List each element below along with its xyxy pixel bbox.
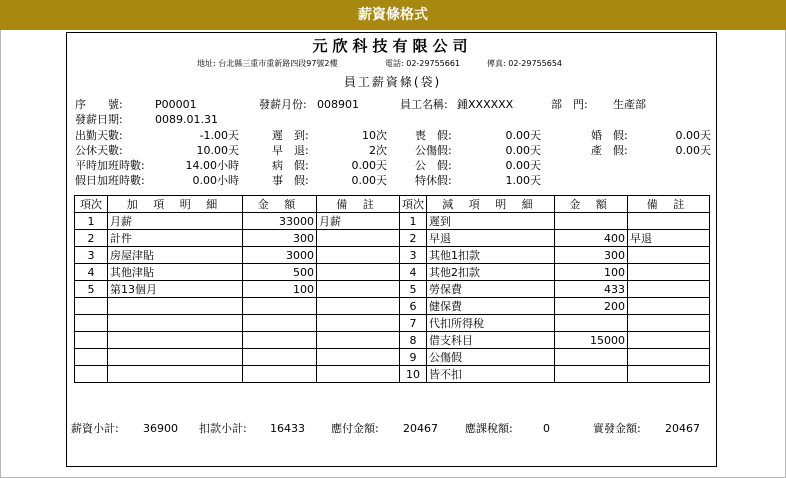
company-phone: 電話: 02-29755661 xyxy=(385,59,461,68)
deduction-amount-cell xyxy=(555,366,628,383)
header-deduction-note: 備 註 xyxy=(628,196,710,213)
deduction-note-cell xyxy=(628,298,710,315)
attendance-label: 出勤天數: xyxy=(75,129,123,142)
deduction-item-cell: 公傷假 xyxy=(427,349,555,366)
addition-note-cell xyxy=(317,247,400,264)
deduction-note-cell xyxy=(628,264,710,281)
table-header-row xyxy=(75,196,710,213)
addition-item-cell xyxy=(108,349,243,366)
pay-date-value: 0089.01.31 xyxy=(155,113,218,126)
header-addition-index: 項次 xyxy=(75,196,108,213)
addition-index-cell xyxy=(75,366,108,383)
early-leave-value: 2次 xyxy=(369,144,387,157)
addition-amount-cell: 500 xyxy=(243,264,317,281)
addition-amount-cell xyxy=(243,298,317,315)
deduction-item-cell: 皆不扣 xyxy=(427,366,555,383)
maternity-leave-label: 產 假: xyxy=(591,144,628,157)
addition-item-cell: 計件 xyxy=(108,230,243,247)
late-label: 遲 到: xyxy=(272,129,309,142)
payable-label: 應付金額: xyxy=(331,422,379,435)
serial-value: P00001 xyxy=(155,98,197,111)
deduction-index-cell: 8 xyxy=(400,332,427,349)
addition-note-cell xyxy=(317,366,400,383)
month-label: 發薪月份: xyxy=(259,98,307,111)
company-address: 地址: 台北縣三重市重新路四段97號2樓 xyxy=(197,59,338,68)
deduction-subtotal-label: 扣款小計: xyxy=(199,422,247,435)
table-row xyxy=(75,230,710,247)
addition-index-cell: 3 xyxy=(75,247,108,264)
addition-item-cell xyxy=(108,332,243,349)
deduction-item-cell: 健保費 xyxy=(427,298,555,315)
addition-item-cell: 其他津貼 xyxy=(108,264,243,281)
deduction-note-cell xyxy=(628,366,710,383)
deduction-note-cell xyxy=(628,332,710,349)
addition-amount-cell xyxy=(243,315,317,332)
serial-label: 序 號: xyxy=(75,98,123,111)
table-row xyxy=(75,315,710,332)
addition-amount-cell xyxy=(243,332,317,349)
deduction-note-cell xyxy=(628,349,710,366)
net-pay-value: 20467 xyxy=(665,422,700,435)
addition-amount-cell: 3000 xyxy=(243,247,317,264)
deduction-amount-cell: 400 xyxy=(555,230,628,247)
salary-subtotal-value: 36900 xyxy=(143,422,178,435)
table-row xyxy=(75,349,710,366)
attendance-value: -1.00天 xyxy=(199,129,239,142)
deduction-amount-cell xyxy=(555,213,628,230)
addition-index-cell: 5 xyxy=(75,281,108,298)
addition-item-cell xyxy=(108,366,243,383)
sick-leave-value: 0.00天 xyxy=(351,159,387,172)
taxable-label: 應課稅額: xyxy=(465,422,513,435)
deduction-amount-cell: 15000 xyxy=(555,332,628,349)
addition-amount-cell: 100 xyxy=(243,281,317,298)
deduction-note-cell xyxy=(628,213,710,230)
deduction-index-cell: 7 xyxy=(400,315,427,332)
addition-index-cell: 1 xyxy=(75,213,108,230)
deduction-amount-cell: 100 xyxy=(555,264,628,281)
deduction-index-cell: 2 xyxy=(400,230,427,247)
deduction-index-cell: 1 xyxy=(400,213,427,230)
addition-note-cell xyxy=(317,281,400,298)
injury-leave-label: 公傷假: xyxy=(415,144,452,157)
addition-note-cell: 月薪 xyxy=(317,213,400,230)
deduction-item-cell: 早退 xyxy=(427,230,555,247)
salary-items-table xyxy=(74,195,710,383)
deduction-index-cell: 3 xyxy=(400,247,427,264)
holiday-overtime-label: 假日加班時數: xyxy=(75,174,145,187)
header-addition-note: 備 註 xyxy=(317,196,400,213)
header-deduction-index: 項次 xyxy=(400,196,427,213)
injury-leave-value: 0.00天 xyxy=(505,144,541,157)
addition-note-cell xyxy=(317,230,400,247)
table-row xyxy=(75,247,710,264)
official-leave-value: 0.00天 xyxy=(505,159,541,172)
deduction-item-cell: 其他2扣款 xyxy=(427,264,555,281)
deduction-item-cell: 代扣所得稅 xyxy=(427,315,555,332)
title-bar: 薪資條格式 xyxy=(0,0,786,30)
net-pay-label: 實發金額: xyxy=(593,422,641,435)
early-leave-label: 早 退: xyxy=(272,144,309,157)
annual-leave-label: 特休假: xyxy=(415,174,452,187)
addition-item-cell: 第13個月 xyxy=(108,281,243,298)
deduction-item-cell: 勞保費 xyxy=(427,281,555,298)
addition-index-cell xyxy=(75,298,108,315)
slip-title: 員工薪資條(袋) xyxy=(343,75,442,89)
addition-index-cell: 4 xyxy=(75,264,108,281)
official-leave-label: 公 假: xyxy=(415,159,452,172)
table-row xyxy=(75,298,710,315)
deduction-index-cell: 9 xyxy=(400,349,427,366)
addition-amount-cell: 300 xyxy=(243,230,317,247)
public-holiday-label: 公休天數: xyxy=(75,144,123,157)
deduction-amount-cell: 200 xyxy=(555,298,628,315)
deduction-index-cell: 4 xyxy=(400,264,427,281)
header-deduction-amount: 金 額 xyxy=(555,196,628,213)
deduction-amount-cell xyxy=(555,315,628,332)
taxable-value: 0 xyxy=(543,422,550,435)
addition-item-cell xyxy=(108,298,243,315)
deduction-index-cell: 5 xyxy=(400,281,427,298)
employee-name-value: 鍾XXXXXX xyxy=(457,98,514,111)
deduction-subtotal-value: 16433 xyxy=(270,422,305,435)
header-addition-detail: 加 項 明 細 xyxy=(108,196,243,213)
table-row xyxy=(75,332,710,349)
addition-amount-cell: 33000 xyxy=(243,213,317,230)
salary-subtotal-label: 薪資小計: xyxy=(71,422,119,435)
deduction-amount-cell: 300 xyxy=(555,247,628,264)
funeral-leave-value: 0.00天 xyxy=(505,129,541,142)
funeral-leave-label: 喪 假: xyxy=(415,129,452,142)
table-row xyxy=(75,264,710,281)
personal-leave-label: 事 假: xyxy=(272,174,309,187)
addition-index-cell xyxy=(75,349,108,366)
addition-note-cell xyxy=(317,332,400,349)
employee-name-label: 員工名稱: xyxy=(400,98,448,111)
table-row xyxy=(75,213,710,230)
addition-index-cell: 2 xyxy=(75,230,108,247)
deduction-amount-cell xyxy=(555,349,628,366)
overtime-label: 平時加班時數: xyxy=(75,159,145,172)
company-name: 元欣科技有限公司 xyxy=(312,37,473,55)
deduction-note-cell xyxy=(628,247,710,264)
department-label: 部 門: xyxy=(551,98,588,111)
deduction-note-cell xyxy=(628,281,710,298)
addition-note-cell xyxy=(317,315,400,332)
pay-date-label: 發薪日期: xyxy=(75,113,123,126)
month-value: 008901 xyxy=(317,98,359,111)
addition-amount-cell xyxy=(243,366,317,383)
payable-value: 20467 xyxy=(403,422,438,435)
deduction-index-cell: 6 xyxy=(400,298,427,315)
department-value: 生產部 xyxy=(613,98,646,111)
deduction-index-cell: 10 xyxy=(400,366,427,383)
deduction-item-cell: 其他1扣款 xyxy=(427,247,555,264)
public-holiday-value: 10.00天 xyxy=(196,144,239,157)
deduction-note-cell xyxy=(628,315,710,332)
deduction-amount-cell: 433 xyxy=(555,281,628,298)
header-deduction-detail: 減 項 明 細 xyxy=(427,196,555,213)
deduction-item-cell: 借支科目 xyxy=(427,332,555,349)
personal-leave-value: 0.00天 xyxy=(351,174,387,187)
addition-note-cell xyxy=(317,264,400,281)
deduction-note-cell: 早退 xyxy=(628,230,710,247)
overtime-value: 14.00小時 xyxy=(185,159,239,172)
late-value: 10次 xyxy=(362,129,387,142)
holiday-overtime-value: 0.00小時 xyxy=(192,174,239,187)
table-row xyxy=(75,366,710,383)
addition-note-cell xyxy=(317,298,400,315)
addition-index-cell xyxy=(75,332,108,349)
addition-index-cell xyxy=(75,315,108,332)
marriage-leave-value: 0.00天 xyxy=(675,129,711,142)
addition-amount-cell xyxy=(243,349,317,366)
company-fax: 傳真: 02-29755654 xyxy=(487,59,563,68)
annual-leave-value: 1.00天 xyxy=(505,174,541,187)
deduction-item-cell: 遲到 xyxy=(427,213,555,230)
marriage-leave-label: 婚 假: xyxy=(591,129,628,142)
maternity-leave-value: 0.00天 xyxy=(675,144,711,157)
payslip-sheet xyxy=(66,32,717,467)
addition-note-cell xyxy=(317,349,400,366)
table-row xyxy=(75,281,710,298)
addition-item-cell: 月薪 xyxy=(108,213,243,230)
header-addition-amount: 金 額 xyxy=(243,196,317,213)
addition-item-cell xyxy=(108,315,243,332)
addition-item-cell: 房屋津貼 xyxy=(108,247,243,264)
sick-leave-label: 病 假: xyxy=(272,159,309,172)
